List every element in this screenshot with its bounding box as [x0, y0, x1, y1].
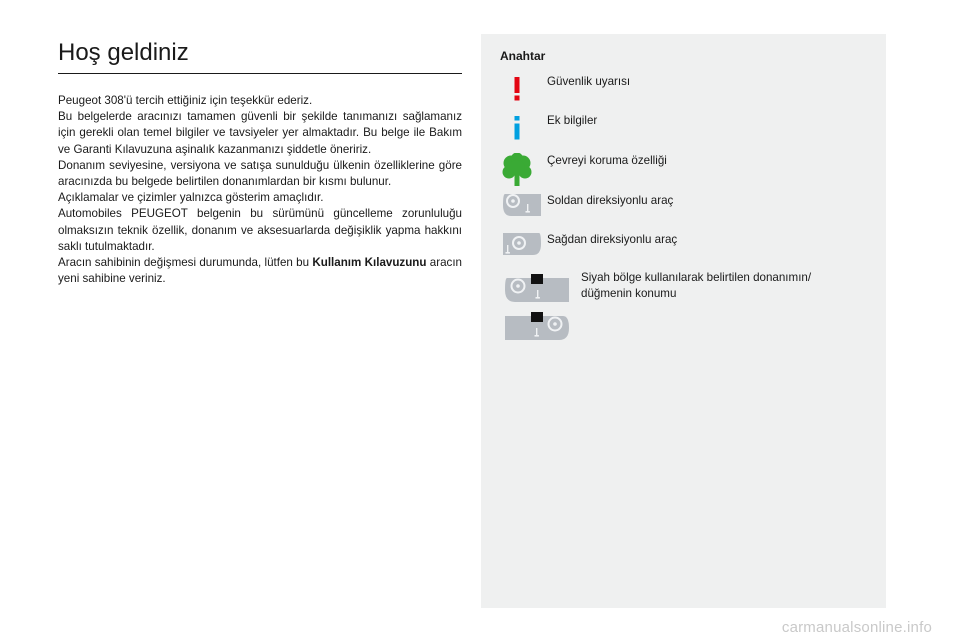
manual-name: Kullanım Kılavuzunu — [312, 256, 427, 270]
paragraph-documents: Bu belgelerde aracınızı tamamen güvenli bir şekilde tanımanızı sağlamanız için gerekli olan temel bilgiler ve tavsiyeler yer almaktadır. Bu belge ile Bakım ve Garanti Kılavuzuna aşinalık kazanmanızı şiddetle öneririz. — [58, 110, 462, 156]
key-item-label: Ek bilgiler — [547, 114, 598, 127]
paragraph-equipment: Donanım seviyesine, versiyona ve satışa sunulduğu ülkenin özelliklerine göre aracınızda bu belgede belirtilen donanımlardan bir kısmı bulunur. — [58, 158, 462, 189]
key-item-label: Sağdan direksiyonlu araç — [547, 233, 678, 246]
owner-change-text-end: aracın yeni sahibine veriniz. — [58, 256, 462, 286]
title-divider — [58, 73, 462, 74]
key-item-label: Siyah bölge kullanılarak belirtilen donanımın/ düğmenin konumu — [581, 271, 812, 301]
welcome-text — [58, 93, 462, 287]
tree-icon — [502, 153, 532, 192]
key-item-label: Çevreyi koruma özelliği — [547, 154, 667, 167]
paragraph-owner-change — [58, 255, 462, 287]
key-title: Anahtar — [500, 49, 546, 63]
paragraph-rights: Automobiles PEUGEOT belgenin bu sürümünü güncelleme zorunluluğu olmaksızın teknik özellik, donanım ve aksesuarlarda değişiklik yapma hakkını saklı tutulmaktadır. — [58, 207, 462, 253]
equipment-location-icon — [503, 272, 571, 351]
paragraph-illustrations: Açıklamalar ve çizimler yalnızca gösterim amaçlıdır. — [58, 191, 324, 205]
welcome-section — [58, 38, 462, 287]
paragraph-thanks: Peugeot 308'ü tercih ettiğiniz için teşekkür ederiz. — [58, 94, 313, 107]
key-panel — [481, 34, 886, 608]
left-hand-drive-icon — [501, 193, 543, 222]
right-hand-drive-icon — [501, 232, 543, 261]
owner-change-text-start: Aracın sahibinin değişmesi durumunda, lütfen bu — [58, 256, 313, 270]
key-item-label: Güvenlik uyarısı — [547, 75, 631, 88]
info-icon — [511, 116, 523, 145]
page-title: Hoş geldiniz — [58, 39, 189, 66]
key-item-label: Soldan direksiyonlu araç — [547, 194, 674, 207]
watermark: carmanualsonline.info — [781, 619, 932, 636]
exclamation-icon — [511, 77, 523, 106]
